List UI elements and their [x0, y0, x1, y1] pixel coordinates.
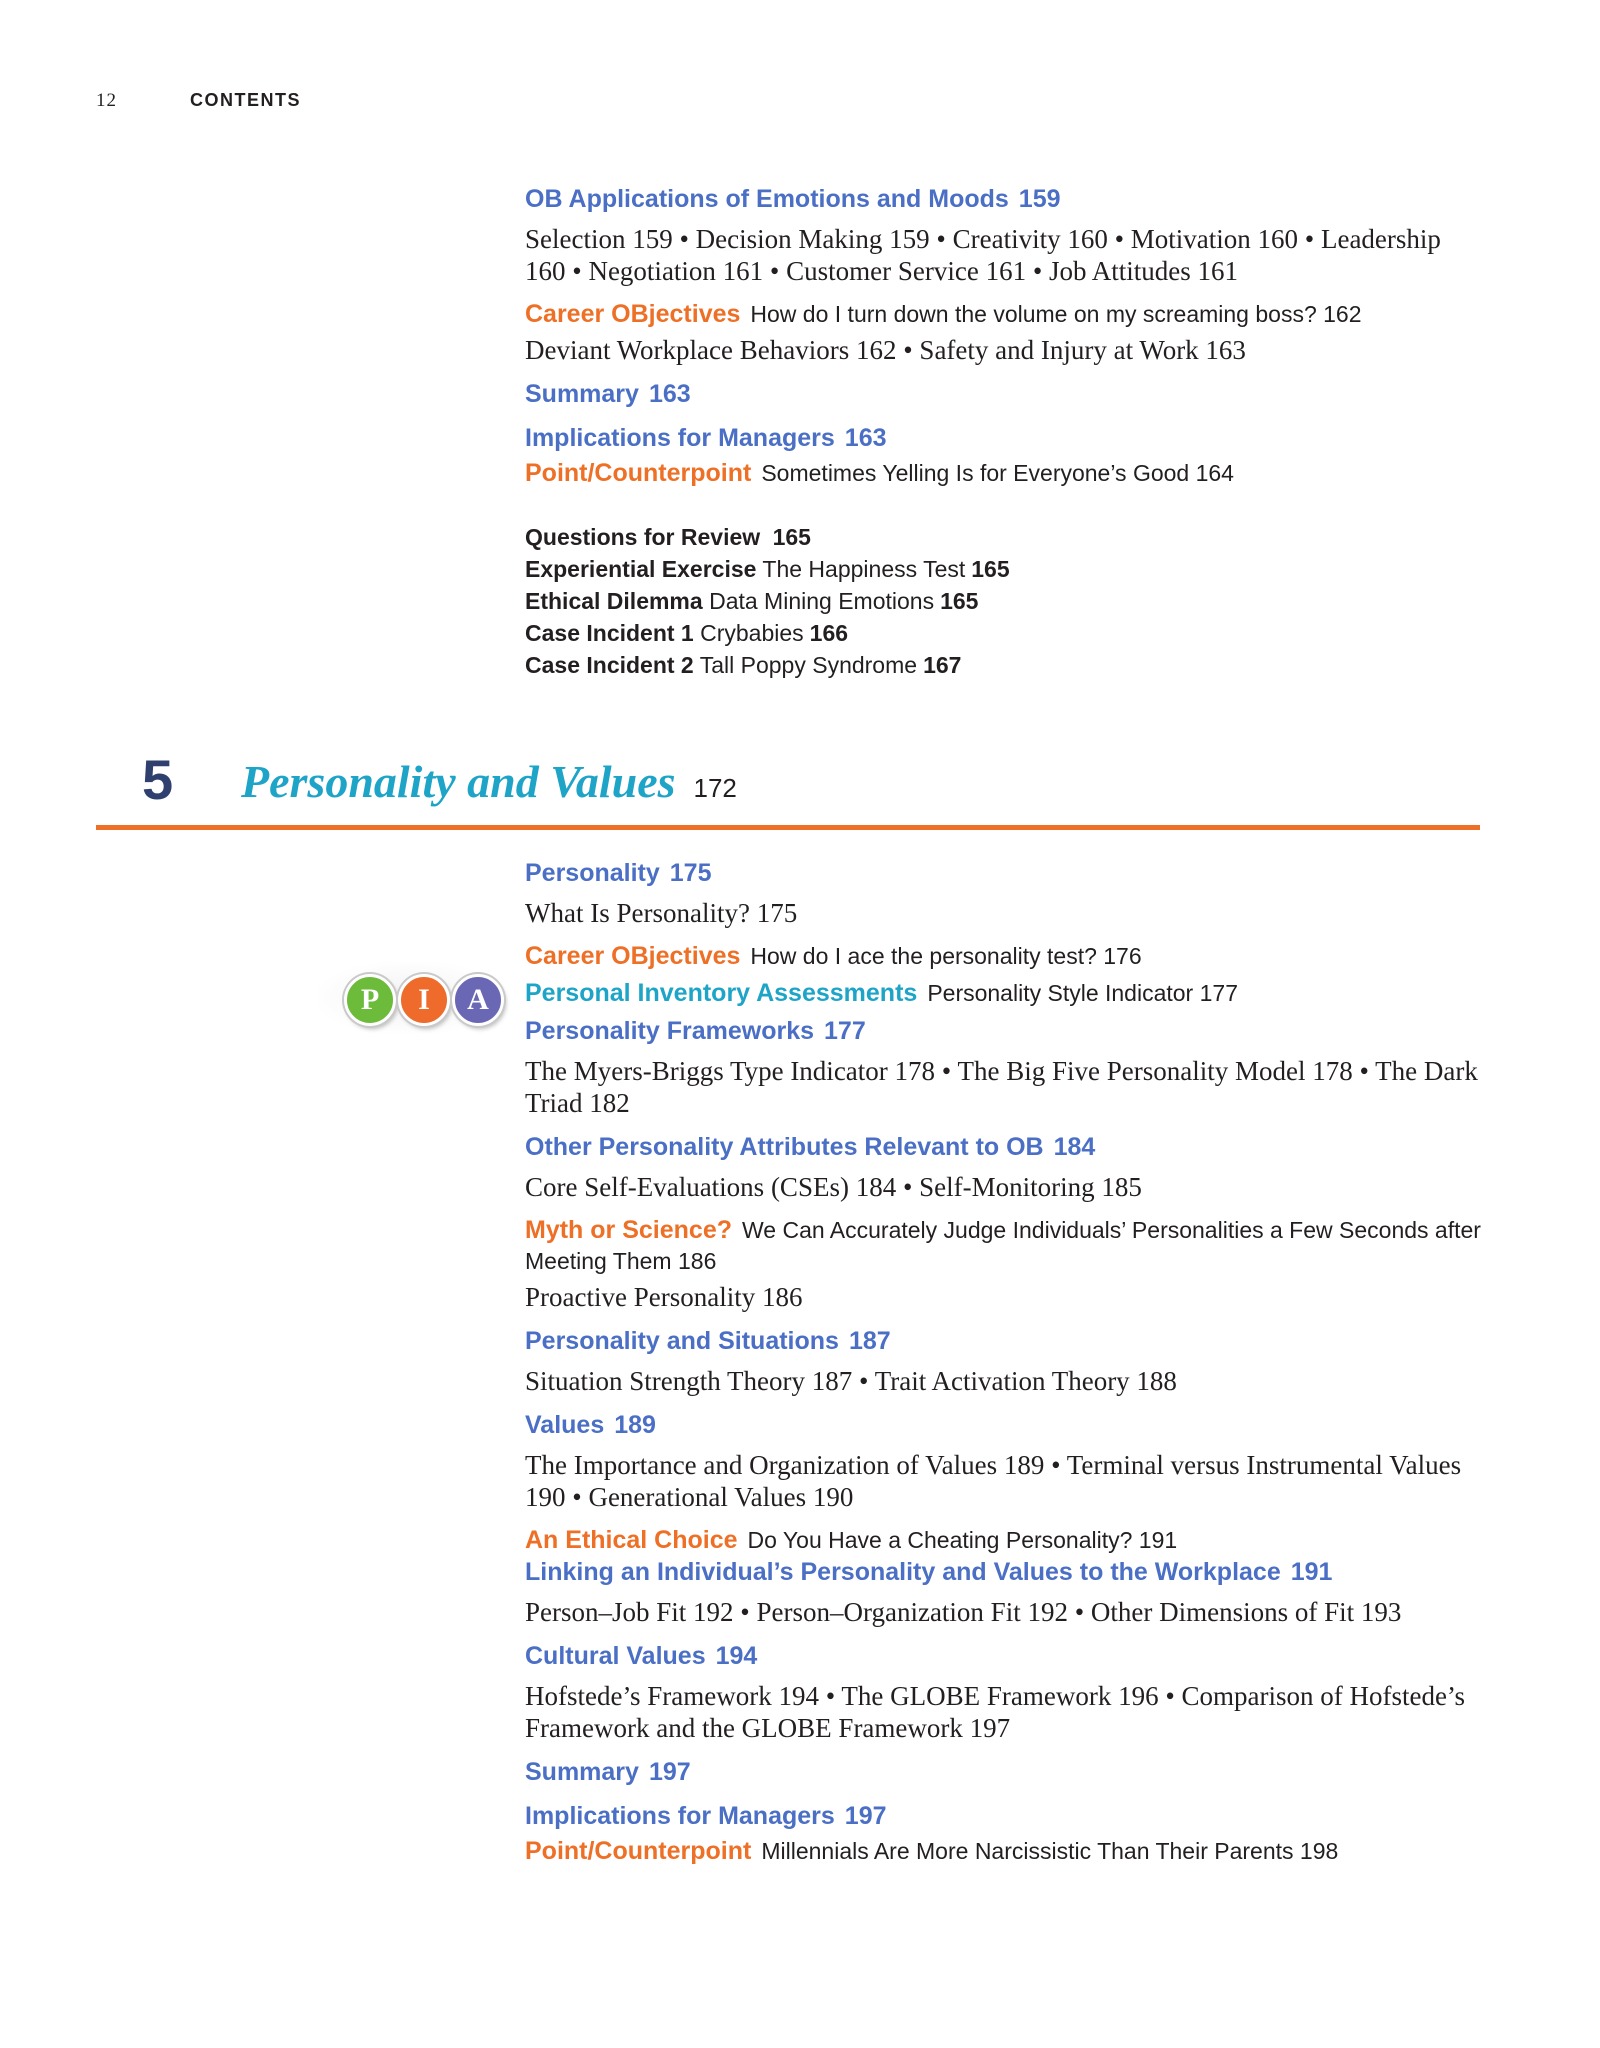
toc-heading-frameworks[interactable]: Personality Frameworks 177: [525, 1017, 866, 1045]
review-item[interactable]: Ethical Dilemma Data Mining Emotions 165: [525, 588, 979, 614]
running-head: [96, 90, 301, 112]
feature-point-counterpoint[interactable]: Point/Counterpoint Sometimes Yelling Is for Everyone’s Good 164: [525, 459, 1234, 487]
toc-subtopics-other-attributes: Core Self-Evaluations (CSEs) 184 • Self-Monitoring 185: [525, 1172, 1142, 1202]
pia-i-icon: I: [398, 974, 450, 1026]
toc-heading-cultural-values[interactable]: Cultural Values 194: [525, 1642, 758, 1670]
toc-heading-personality[interactable]: Personality 175: [525, 859, 712, 887]
toc-heading-values[interactable]: Values 189: [525, 1411, 656, 1439]
pia-a-icon: A: [452, 974, 504, 1026]
review-item[interactable]: Experiential Exercise The Happiness Test 165: [525, 556, 1010, 582]
pia-badge-icon: [318, 962, 502, 1034]
toc-subtopics-frameworks: The Myers-Briggs Type Indicator 178 • The Big Five Personality Model 178 • The Dark Triad 182: [525, 1056, 1478, 1118]
review-item[interactable]: Case Incident 1 Crybabies 166: [525, 620, 849, 646]
toc-subtopics-personality: What Is Personality? 175: [525, 898, 798, 928]
toc-subtopics-deviant: Deviant Workplace Behaviors 162 • Safety and Injury at Work 163: [525, 335, 1246, 365]
running-title: CONTENTS: [190, 90, 301, 110]
toc-heading-situations[interactable]: Personality and Situations 187: [525, 1327, 891, 1355]
chapter-title: Personality and Values 172: [241, 756, 737, 807]
toc-heading-ob-applications[interactable]: OB Applications of Emotions and Moods 159: [525, 185, 1061, 213]
feature-career-objectives[interactable]: Career OBjectives How do I turn down the volume on my screaming boss? 162: [525, 300, 1362, 328]
toc-heading-summary[interactable]: Summary 163: [525, 380, 691, 408]
toc-subtopics-cultural-values: Hofstede’s Framework 194 • The GLOBE Framework 196 • Comparison of Hofstede’s Framework and the GLOBE Framework 197: [525, 1681, 1466, 1743]
feature-pia[interactable]: Personal Inventory Assessments Personality Style Indicator 177: [525, 979, 1238, 1007]
review-item[interactable]: Questions for Review 165: [525, 524, 811, 550]
chapter-page: 172: [693, 773, 737, 803]
pia-p-icon: P: [344, 974, 396, 1026]
chapter-5-contents: [525, 857, 1485, 1867]
feature-myth-or-science[interactable]: Myth or Science? We Can Accurately Judge Individuals’ Personalities a Few Seconds after Meeting Them 186: [525, 1216, 1481, 1274]
toc-heading-other-attributes[interactable]: Other Personality Attributes Relevant to OB 184: [525, 1133, 1096, 1161]
feature-career-objectives[interactable]: Career OBjectives How do I ace the personality test? 176: [525, 942, 1142, 970]
toc-subtopics-situations: Situation Strength Theory 187 • Trait Activation Theory 188: [525, 1366, 1177, 1396]
toc-heading-linking[interactable]: Linking an Individual’s Personality and Values to the Workplace 191: [525, 1558, 1333, 1586]
chapter-4-contents: [525, 183, 1485, 681]
feature-point-counterpoint[interactable]: Point/Counterpoint Millennials Are More Narcissistic Than Their Parents 198: [525, 1837, 1339, 1865]
review-item[interactable]: Case Incident 2 Tall Poppy Syndrome 167: [525, 652, 962, 678]
chapter-divider: [96, 825, 1480, 830]
toc-heading-implications[interactable]: Implications for Managers 163: [525, 424, 887, 452]
toc-subtopics-proactive: Proactive Personality 186: [525, 1282, 803, 1312]
review-list: [525, 521, 1485, 681]
toc-heading-implications[interactable]: Implications for Managers 197: [525, 1802, 887, 1830]
toc-heading-summary[interactable]: Summary 197: [525, 1758, 691, 1786]
feature-ethical-choice[interactable]: An Ethical Choice Do You Have a Cheating Personality? 191: [525, 1526, 1178, 1554]
toc-subtopics-ob-applications: Selection 159 • Decision Making 159 • Creativity 160 • Motivation 160 • Leadership 160 • Negotiation 161 • Customer Service 161 • Job Attitudes 161: [525, 224, 1441, 286]
chapter-number: 5: [142, 748, 174, 811]
toc-subtopics-values: The Importance and Organization of Values 189 • Terminal versus Instrumental Values 190 • Generational Values 190: [525, 1450, 1462, 1512]
toc-subtopics-linking: Person–Job Fit 192 • Person–Organization Fit 192 • Other Dimensions of Fit 193: [525, 1597, 1402, 1627]
page-number: 12: [96, 90, 117, 111]
chapter-heading[interactable]: [96, 748, 1480, 828]
